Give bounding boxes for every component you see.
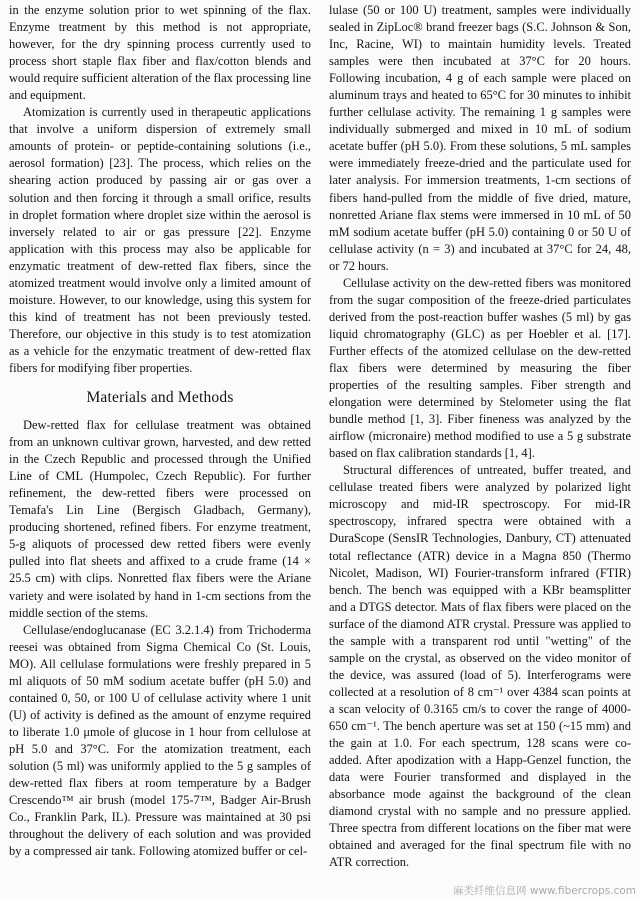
paragraph: Dew-retted flax for cellulase treatment was obtained from an unknown cultivar grown, harvested, and dew retted in the Czech Republic and processed through the Unified Line of CML (Humpolec, Czech Republic). For further refinement, the dew-retted fibers were processed on Temafa's Lin Line (Bergisch Gladbach, Germany), producing shortened, refined fibers. For enzyme treatment, 5-g aliquots of processed dew retted fibers were evenly pulled into flat sheets and affixed to a crude frame (14 × 25.5 cm) with clips. Nonretted flax fibers were the Ariane variety and were isolated by hand in 1-cm sections from the middle section of the stems.	[9, 418, 311, 620]
paragraph: lulase (50 or 100 U) treatment, samples were individually sealed in ZipLoc® brand freezer bags (S.C. Johnson & Son, Inc, Racine, WI) to maintain humidity levels. Treated samples were then incubated at 37°C for 20 hours. Following incubation, 4 g of each sample were placed on aluminum trays and heated to 65°C for 30 minutes to inhibit further cellulase activity. The remaining 1 g samples were individually submerged and mixed in 10 mL of sodium acetate buffer (pH 5.0). From these solutions, 5 mL samples were immediately freeze-dried and the particulate used for later analysis. For immersion treatments, 1-cm sections of fibers hand-pulled from the middle of five dried, mature, nonretted Ariane flax stems were immersed in 10 mL of 50 mM sodium acetate buffer (pH 5.0) containing 0 or 50 U of cellulase activity (n = 3) and incubated at 37°C for 24, 48, or 72 hours.	[329, 3, 631, 273]
section-heading: Materials and Methods	[86, 389, 234, 407]
paragraph: in the enzyme solution prior to wet spinning of the flax. Enzyme treatment by this method is not appropriate, however, for the dry spinning process currently used to process short staple flax fiber and flax/cotton blends and would require sufficient alteration of the flax processing line and equipment.	[9, 3, 311, 103]
site-watermark: 麻类纤维信息网 www.fibercrops.com	[453, 885, 636, 897]
right-column	[329, 2, 631, 871]
paragraph: Atomization is currently used in therapeutic applications that involve a uniform dispersion of extremely small amounts of protein- or peptide-containing solutions (i.e., aerosol formation) [23]. The process, which relies on the shearing action produced by passing air or gas over a solution and then forcing it through a small orifice, results in droplet formation where droplet size within the aerosol is inversely related to air or gas pressure [22]. Enzyme application with this process may also be applicable for enzymatic treatment of dew-retted flax fibers, since the atomized treatment would involve only a limited amount of moisture. However, to our knowledge, using this system for this kind of treatment has not been previously tested. Therefore, our objective in this study is to test atomization as a vehicle for the enzymatic treatment of dew-retted flax fibers for modifying fiber properties.	[9, 105, 311, 375]
left-column	[9, 2, 311, 860]
paragraph: Cellulase/endoglucanase (EC 3.2.1.4) from Trichoderma reesei was obtained from Sigma Chemical Co (St. Louis, MO). All cellulase formulations were freshly prepared in 5 ml aliquots of 50 mM sodium acetate buffer (pH 5.0) and contained 0, 50, or 100 U of cellulase activity where 1 unit (U) of activity is defined as the amount of enzyme required to liberate 1.0 μmole of glucose in 1 hour from cellulose at pH 5.0 and 37°C. For the atomization treatment, each solution (5 ml) was uniformly applied to the 5 g samples of dew-retted flax fibers at room temperature by a Badger Crescendo™ air brush (model 175-7™, Badger Air-Brush Co., Franklin Park, IL). Pressure was maintained at 30 psi throughout the delivery of each solution and was provided by a compressed air tank. Following atomized buffer or cel-	[9, 622, 311, 859]
paragraph: Structural differences of untreated, buffer treated, and cellulase treated fibers were analyzed by polarized light microscopy and mid-IR spectroscopy. For mid-IR spectroscopy, infrared spectra were obtained with a DuraScope (SensIR Technologies, Danbury, CT) attenuated total reflectance (ATR) device in a Magna 850 (Thermo Nicolet, Madison, WI) Fourier-transform infrared (FTIR) bench. The bench was equipped with a KBr beamsplitter and a DTGS detector. Mats of flax fibers were placed on the surface of the diamond ATR crystal. Pressure was applied to the sample with a transparent rod until "wetting" of the sample on the crystal, as observed on the video monitor of the device, was assured (load of 5). Interferograms were collected at a resolution of 8 cm⁻¹ over 4384 scan points at a scan velocity of 0.3165 cm/s to cover the range of 4000-650 cm⁻¹. The bench aperture was set at 150 (~15 mm) and the gain at 1.0. For each spectrum, 128 scans were co-added. After apodization with a Happ-Genzel function, the data were Fourier transformed and displayed in the absorbance mode against the background of the clean diamond crystal with no sample and no pressure applied. Three spectra from different locations on the fiber mat were obtained and averaged for the final spectrum file with no ATR correction.	[329, 463, 631, 870]
paragraph: Cellulase activity on the dew-retted fibers was monitored from the sugar composition of the freeze-dried particulates derived from the post-reaction buffer washes (5 ml) by gas liquid chromatography (GLC) as per Hoebler et al. [17]. Further effects of the atomized cellulase on the dew-retted flax fibers were determined by measuring the fiber properties of the resulting samples. Fiber strength and elongation were determined by Stelometer using the flat bundle method [1, 3]. Fiber fineness was analyzed by the airflow (micronaire) method modified to use a 5 g substrate based on flax calibration standards [1, 4].	[329, 275, 631, 461]
